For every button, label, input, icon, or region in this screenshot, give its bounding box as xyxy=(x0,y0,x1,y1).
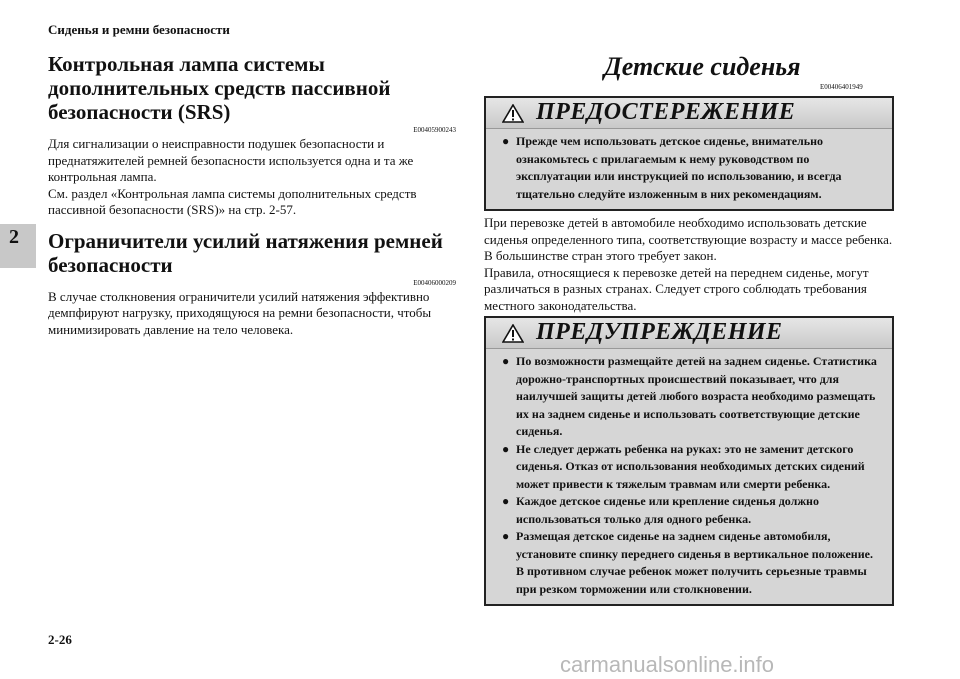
warning-box xyxy=(484,316,894,606)
bullet-icon: ● xyxy=(502,494,510,508)
doc-code: E00406000209 xyxy=(413,278,456,287)
caution-header xyxy=(486,98,892,129)
doc-code: E00406401949 xyxy=(820,83,863,91)
section-number: 2 xyxy=(9,226,19,248)
caution-body xyxy=(486,129,892,209)
heading-load-limiters: Ограничители усилий натяжения ремней безопасности xyxy=(48,228,443,277)
paragraph: Правила, относящиеся к перевозке детей на переднем сиденье, могут различаться в разных странах. Следует строго соблюдать требования местного законодательства. xyxy=(484,264,869,313)
running-head: Сиденья и ремни безопасности xyxy=(48,22,230,37)
bullet-icon: ● xyxy=(502,529,510,543)
bullet-icon: ● xyxy=(502,134,510,148)
caution-box xyxy=(484,96,894,211)
child-seats-title: Детские сиденья xyxy=(604,52,801,81)
left-column xyxy=(48,52,456,338)
warning-header xyxy=(486,318,892,349)
bullet-icon: ● xyxy=(502,441,510,456)
paragraph: При перевозке детей в автомобиле необходимо использовать детские сиденья определенного типа, соответствующие возрасту и массе ребенка. В большинстве стран этого требует закон. xyxy=(484,215,893,263)
caution-title: ПРЕДОСТЕРЕЖЕНИЕ xyxy=(536,99,796,125)
paragraph: Для сигнализации о неисправности подушек безопасности и преднатяжителей ремней безопасности используется одна и та же контрольная лампа. xyxy=(48,136,414,184)
watermark: carmanualsonline.info xyxy=(560,652,775,677)
right-text xyxy=(484,215,894,314)
list-item: ● Не следует держать ребенка на руках: это не заменит детского сиденья. Отказ от использования необходимых детских сидений может привести к тяжелым травмам или смерти ребенка. xyxy=(502,441,878,494)
paragraph: В случае столкновения ограничители усилий натяжения эффективно демпфируют нагрузку, приходящуюся на ремни безопасности, чтобы минимизировать давление на тело человека. xyxy=(48,288,432,337)
heading-srs-lamp: Контрольная лампа системы дополнительных средств пассивной безопасности (SRS) xyxy=(48,52,391,124)
bullet-icon: ● xyxy=(502,354,510,368)
warning-triangle-icon xyxy=(502,104,524,123)
list-item: ● Размещая детское сиденье на заднем сиденье автомобиля, установите спинку переднего сиденья в вертикальное положение. В противном случае ребенок может получить серьезные травмы при резком торможении или столкновении. xyxy=(502,528,878,598)
warning-body xyxy=(486,349,892,604)
page-number: 2-26 xyxy=(48,632,72,647)
list-item: ● По возможности размещайте детей на заднем сиденье. Статистика дорожно-транспортных происшествий показывает, что для наилучшей защиты детей любого возраста необходимо размещать их на заднем сиденье и использовать соответствующие детские сиденья. xyxy=(502,353,878,441)
paragraph: См. раздел «Контрольная лампа системы дополнительных средств пассивной безопасности (SRS)» на стр. 2-57. xyxy=(48,185,417,217)
list-item: ● Прежде чем использовать детское сиденье, внимательно ознакомьтесь с прилагаемым к нему руководством по эксплуатации или инструкцией по использованию, и всегда тщательно следуйте изложенным в них рекомендациям. xyxy=(502,133,878,203)
warning-triangle-icon xyxy=(502,324,524,343)
doc-code: E00405900243 xyxy=(413,126,456,134)
warning-title: ПРЕДУПРЕЖДЕНИЕ xyxy=(536,319,783,345)
list-item: ● Каждое детское сиденье или крепление сиденья должно использоваться только для одного ребенка. xyxy=(502,493,878,528)
